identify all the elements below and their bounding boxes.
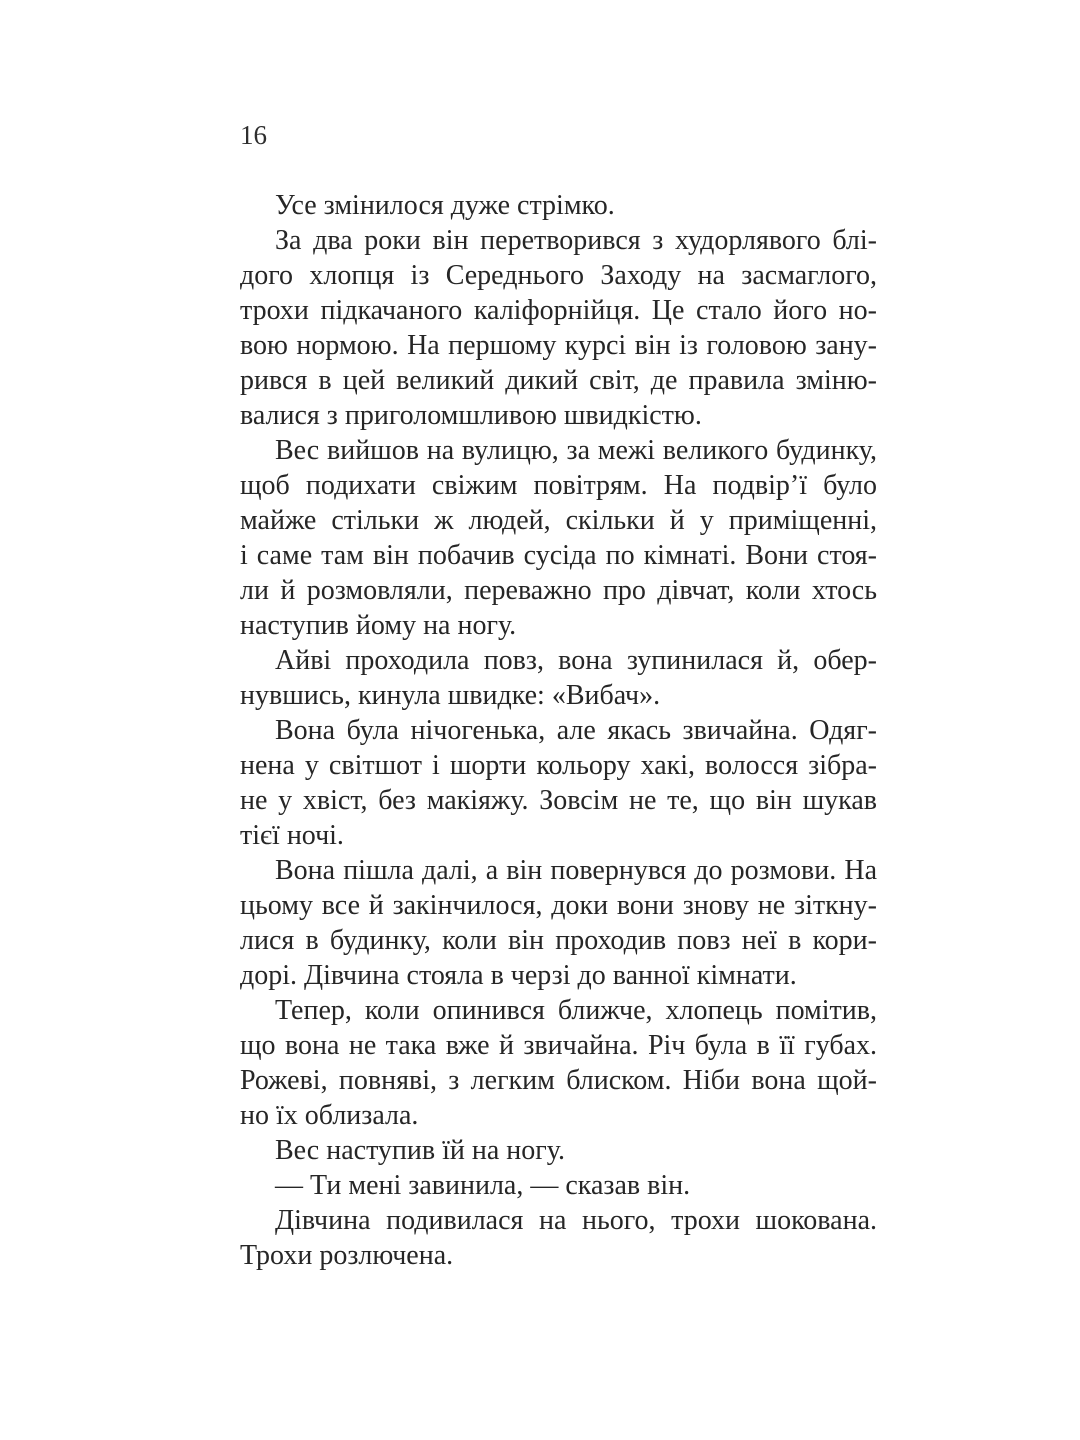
text-line: щоб подихати свіжим повітрям. На подвір’ї було bbox=[240, 470, 877, 501]
paragraph bbox=[240, 223, 877, 433]
text-line: Вес вийшов на вулицю, за межі великого будинку, bbox=[275, 435, 877, 466]
text-line: Вона пішла далі, а він повернувся до розмови. На bbox=[275, 855, 877, 886]
text-line: тієї ночі. bbox=[240, 820, 344, 851]
text-line: не у хвіст, без макіяжу. Зовсім не те, що він шукав bbox=[240, 785, 877, 816]
text-line: нувшись, кинула швидке: «Вибач». bbox=[240, 680, 661, 711]
paragraph bbox=[240, 993, 877, 1133]
paragraph bbox=[240, 713, 877, 853]
paragraph bbox=[240, 188, 877, 223]
text-line: Вес наступив їй на ногу. bbox=[275, 1135, 565, 1166]
text-column bbox=[240, 188, 877, 1273]
text-line: рився в цей великий дикий світ, де правила зміню- bbox=[240, 365, 877, 396]
paragraph bbox=[240, 1203, 877, 1273]
text-line: і саме там він побачив сусіда по кімнаті. Вони стоя- bbox=[240, 540, 877, 571]
text-line: Усе змінилося дуже стрімко. bbox=[275, 190, 615, 221]
text-line: но їх облизала. bbox=[240, 1100, 419, 1131]
text-line: цьому все й закінчилося, доки вони знову не зіткну- bbox=[240, 890, 877, 921]
text-line: вою нормою. На першому курсі він із головою зану- bbox=[240, 330, 877, 361]
text-line: валися з приголомшливою швидкістю. bbox=[240, 400, 702, 431]
text-line: Трохи розлючена. bbox=[240, 1240, 454, 1271]
text-line: лися в будинку, коли він проходив повз неї в кори- bbox=[240, 925, 877, 956]
text-line: Айві проходила повз, вона зупинилася й, обер- bbox=[275, 645, 877, 676]
paragraph bbox=[240, 853, 877, 993]
text-line: ли й розмовляли, переважно про дівчат, коли хтось bbox=[240, 575, 877, 606]
page-number: 16 bbox=[240, 120, 267, 150]
text-line: наступив йому на ногу. bbox=[240, 610, 517, 641]
text-line: майже стільки ж людей, скільки й у приміщенні, bbox=[240, 505, 877, 536]
paragraph bbox=[240, 433, 877, 643]
text-line: трохи підкачаного каліфорнійця. Це стало його но- bbox=[240, 295, 877, 326]
text-line: — Ти мені завинила, — сказав він. bbox=[275, 1170, 691, 1201]
paragraph bbox=[240, 643, 877, 713]
text-line: дорі. Дівчина стояла в черзі до ванної кімнати. bbox=[240, 960, 797, 991]
text-line: Тепер, коли опинився ближче, хлопець помітив, bbox=[275, 995, 877, 1026]
text-line: Дівчина подивилася на нього, трохи шокована. bbox=[275, 1205, 877, 1236]
text-line: дого хлопця із Середнього Заходу на засмаглого, bbox=[240, 260, 877, 291]
text-line: Вона була нічогенька, але якась звичайна. Одяг- bbox=[275, 715, 877, 746]
text-line: нена у світшот і шорти кольору хакі, волосся зібра- bbox=[240, 750, 877, 781]
paragraph bbox=[240, 1168, 877, 1203]
paragraph bbox=[240, 1133, 877, 1168]
text-line: За два роки він перетворився з худорлявого блі- bbox=[275, 225, 877, 256]
text-line: що вона не така вже й звичайна. Річ була в її губах. bbox=[240, 1030, 877, 1061]
text-line: Рожеві, повняві, з легким блиском. Ніби вона щой- bbox=[240, 1065, 877, 1096]
